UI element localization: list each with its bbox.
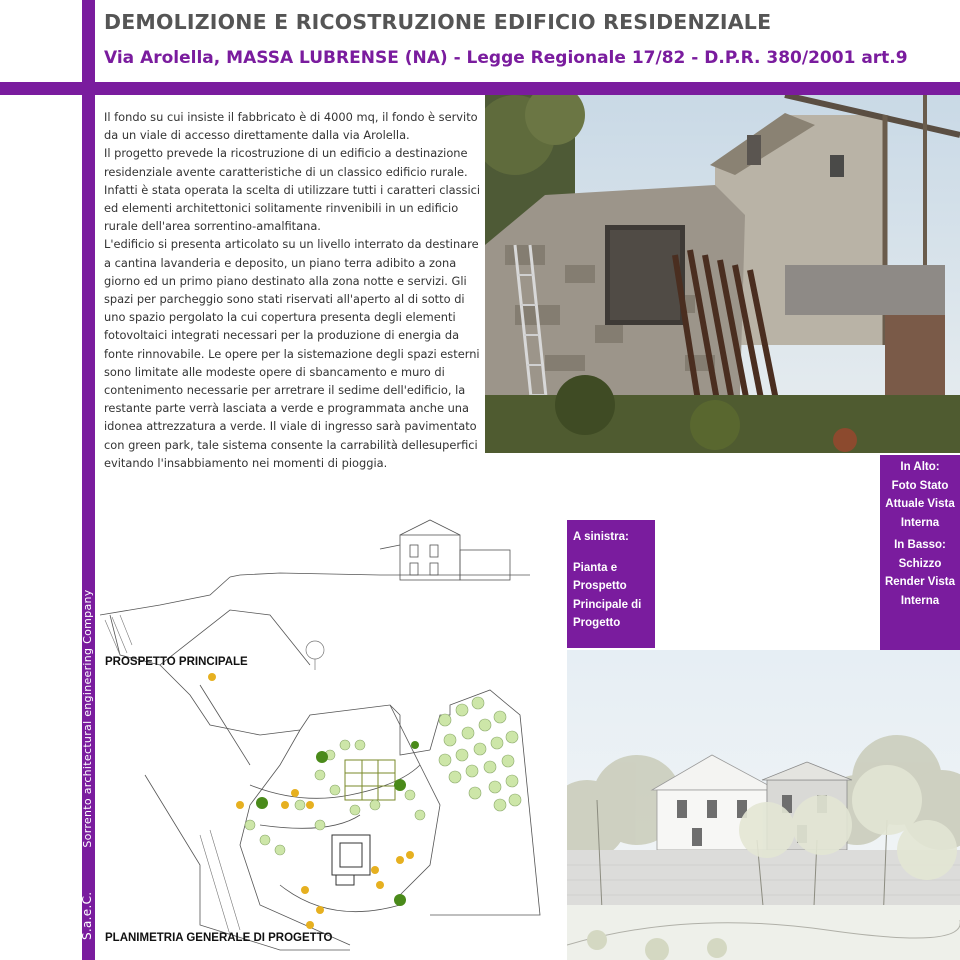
render-sketch-image <box>567 650 960 960</box>
description-paragraph: L'edificio si presenta articolato su un livello interrato da destinare a cantina lavanderia e deposito, un piano terra adibito a zona giorno ed un primo piano destinato alla zona notte e servizi. Gli spazi per parcheggio sono stati riservati all'aperto al di sotto di uno spazio pergolato la cui copertura presenta degli elementi fotovoltaici integrati necessari per la produzione di energia da fonte rinnovabile. Le opere per la sistemazione degli spazi esterni sono limitate alle modeste opere di sbancamento e muro di contenimento necessarie per arretrare il sedime dell'edificio, la restante parte verrà lasciata a verde e programmata anche una idonea attrezzatura a verde. Il viale di ingresso sarà pavimentato con green park, tale sistema consente la carrabilità dellesuperfici evitando l'insabbiamento nei momenti di pioggia. <box>104 237 480 470</box>
existing-state-photo <box>485 95 960 453</box>
left-box-body: Pianta e Prospetto Principale di Progetto <box>573 561 642 629</box>
caption-prospetto: PROSPETTO PRINCIPALE <box>105 656 248 668</box>
right-box-bottom-label: In Basso: <box>894 539 946 551</box>
page-title: DEMOLIZIONE E RICOSTRUZIONE EDIFICIO RESIDENZIALE <box>104 10 772 34</box>
caption-planimetria: PLANIMETRIA GENERALE DI PROGETTO <box>105 932 333 944</box>
left-box-heading: A sinistra: <box>573 531 629 543</box>
right-box-bottom-body: Schizzo Render Vista Interna <box>884 557 956 607</box>
right-box-top-label: In Alto: <box>900 461 940 473</box>
site-plan-drawing <box>100 505 560 955</box>
company-name: Sorrento architectural engineering Company <box>81 589 94 848</box>
right-info-box <box>880 455 960 658</box>
page-subtitle: Via Arolella, MASSA LUBRENSE (NA) - Legge Regionale 17/82 - D.P.R. 380/2001 art.9 <box>104 48 908 68</box>
description-paragraph: Il progetto prevede la ricostruzione di un edificio a destinazione residenziale avente caratteristiche di un classico edificio rurale. Infatti è stata operata la scelta di utilizzare tutti i caratteri classici ed elementi architettonici solitamente rinvenibili in un edificio rurale dell'area sorrentino-amalfitana. <box>104 146 481 234</box>
left-info-box <box>567 520 655 648</box>
right-box-top-body: Foto Stato Attuale Vista Interna <box>885 479 955 529</box>
header-divider-bar <box>0 82 960 95</box>
company-vertical-label <box>80 589 94 940</box>
project-description <box>104 108 488 472</box>
company-abbreviation: S.a.e.C. <box>80 891 94 940</box>
description-paragraph: Il fondo su cui insiste il fabbricato è di 4000 mq, il fondo è servito da un viale di accesso direttamente dalla via Arolella. <box>104 110 478 143</box>
